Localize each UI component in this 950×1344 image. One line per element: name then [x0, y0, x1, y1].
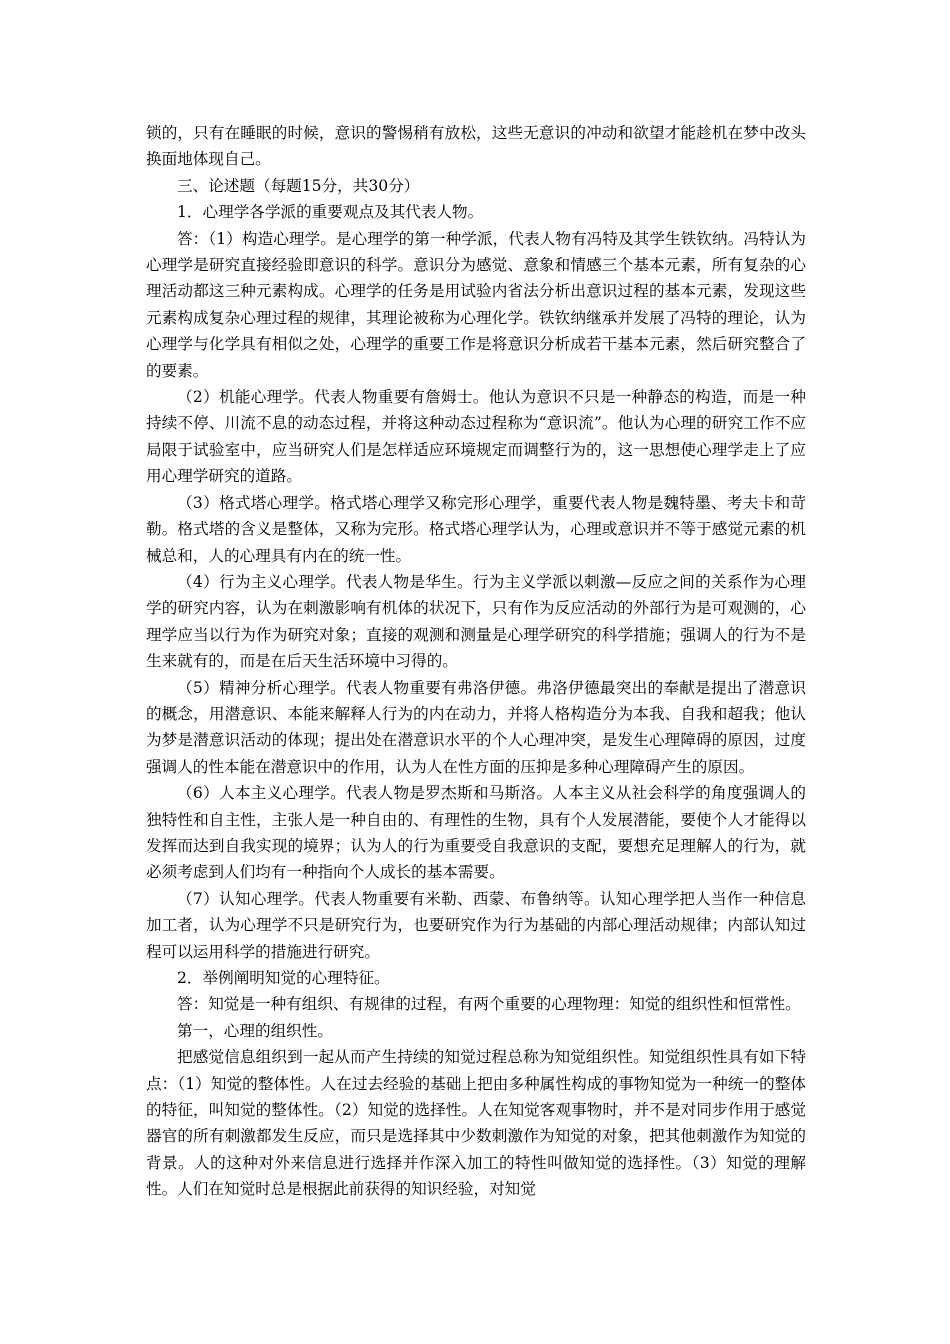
paragraph-organization-features: 把感觉信息组织到一起从而产生持续的知觉过程总称为知觉组织性。知觉组织性具有如下特点：（1）知觉的整体性。人在过去经验的基础上把由多种属性构成的事物知觉为一种统一的整体的特征，叫知觉的整体性。（2）知觉的选择性。人在知觉客观事物时，并不是对同步作用于感觉器官的所有刺激都发生反应，而只是选择其中少数刺激作为知觉的对象，把其他刺激作为知觉的背景。人的这种对外来信息进行选择并作深入加工的特性叫做知觉的选择性。（3）知觉的理解性。人们在知觉时总是根据此前获得的知识经验，对知觉 [146, 1048, 806, 1199]
paragraph-continuation: 锁的，只有在睡眠的时候，意识的警惕稍有放松，这些无意识的冲动和欲望才能趁机在梦中改头换面地体现自己。 [146, 124, 806, 169]
document-page [146, 120, 806, 1203]
section-heading-essay-questions: 三、论述题（每题15分，共30分） [177, 176, 420, 195]
answer-humanistic: （6）人本主义心理学。代表人物是罗杰斯和马斯洛。人本主义从社会科学的角度强调人的独特性和自主性，主张人是一种自由的、有理性的生物，具有个人发展潜能，要使个人才能得以发挥而达到自我实现的境界；认为人的行为重要受自我意识的支配，要想充足理解人的行为，就必须考虑到人们均有一种指向个人成长的基本需要。 [146, 784, 806, 882]
question-2: 2．举例阐明知觉的心理特征。 [177, 969, 390, 987]
question-1: 1．心理学各学派的重要观点及其代表人物。 [177, 203, 484, 222]
answer-psychoanalysis: （5）精神分析心理学。代表人物重要有弗洛伊德。弗洛伊德最突出的奉献是提出了潜意识的概念，用潜意识、本能来解释人行为的内在动力，并将人格构造分为本我、自我和超我；他认为梦是潜意识活动的体现；提出处在潜意识水平的个人心理冲突，是发生心理障碍的原因，过度强调人的性本能在潜意识中的作用，认为人在性方面的压抑是多种心理障碍产生的原因。 [146, 678, 806, 776]
answer-structuralism: 答：（1）构造心理学。是心理学的第一种学派，代表人物有冯特及其学生铁钦纳。冯特认为心理学是研究直接经验即意识的科学。意识分为感觉、意象和情感三个基本元素，所有复杂的心理活动都这三种元素构成。心理学的任务是用试验内省法分析出意识过程的基本元素，发现这些元素构成复杂心理过程的规律，其理论被称为心理化学。铁钦纳继承并发展了冯特的理论，认为心理学与化学具有相似之处，心理学的重要工作是将意识分析成若干基本元素，然后研究整合了的要素。 [146, 229, 806, 380]
answer-cognitive: （7）认知心理学。代表人物重要有米勒、西蒙、布鲁纳等。认知心理学把人当作一种信息加工者，认为心理学不只是研究行为，也要研究作为行为基础的内部心理活动规律；内部认知过程可以运用科学的措施进行研究。 [146, 889, 806, 961]
answer-functionalism: （2）机能心理学。代表人物重要有詹姆士。他认为意识不只是一种静态的构造，而是一种持续不停、川流不息的动态过程，并将这种动态过程称为“意识流”。他认为心理的研究工作不应局限于试验室中，应当研究人们是怎样适应环境规定而调整行为的，这一思想使心理学走上了应用心理学研究的道路。 [146, 388, 806, 486]
answer-perception-intro: 答：知觉是一种有组织、有规律的过程，有两个重要的心理物理：知觉的组织性和恒常性。 [177, 995, 801, 1014]
answer-behaviorism: （4）行为主义心理学。代表人物是华生。行为主义学派以刺激—反应之间的关系作为心理学的研究内容，认为在刺激影响有机体的状况下，只有作为反应活动的外部行为是可观测的，心理学应当以行为作为研究对象；直接的观测和测量是心理学研究的科学措施；强调人的行为不是生来就有的，而是在后天生活环境中习得的。 [146, 572, 806, 671]
subheading-organization: 第一，心理的组织性。 [177, 1021, 333, 1040]
answer-gestalt: （3）格式塔心理学。格式塔心理学又称完形心理学，重要代表人物是魏特墨、考夫卡和苛勒。格式塔的含义是整体，又称为完形。格式塔心理学认为，心理或意识并不等于感觉元素的机械总和，人的心理具有内在的统一性。 [146, 493, 806, 565]
